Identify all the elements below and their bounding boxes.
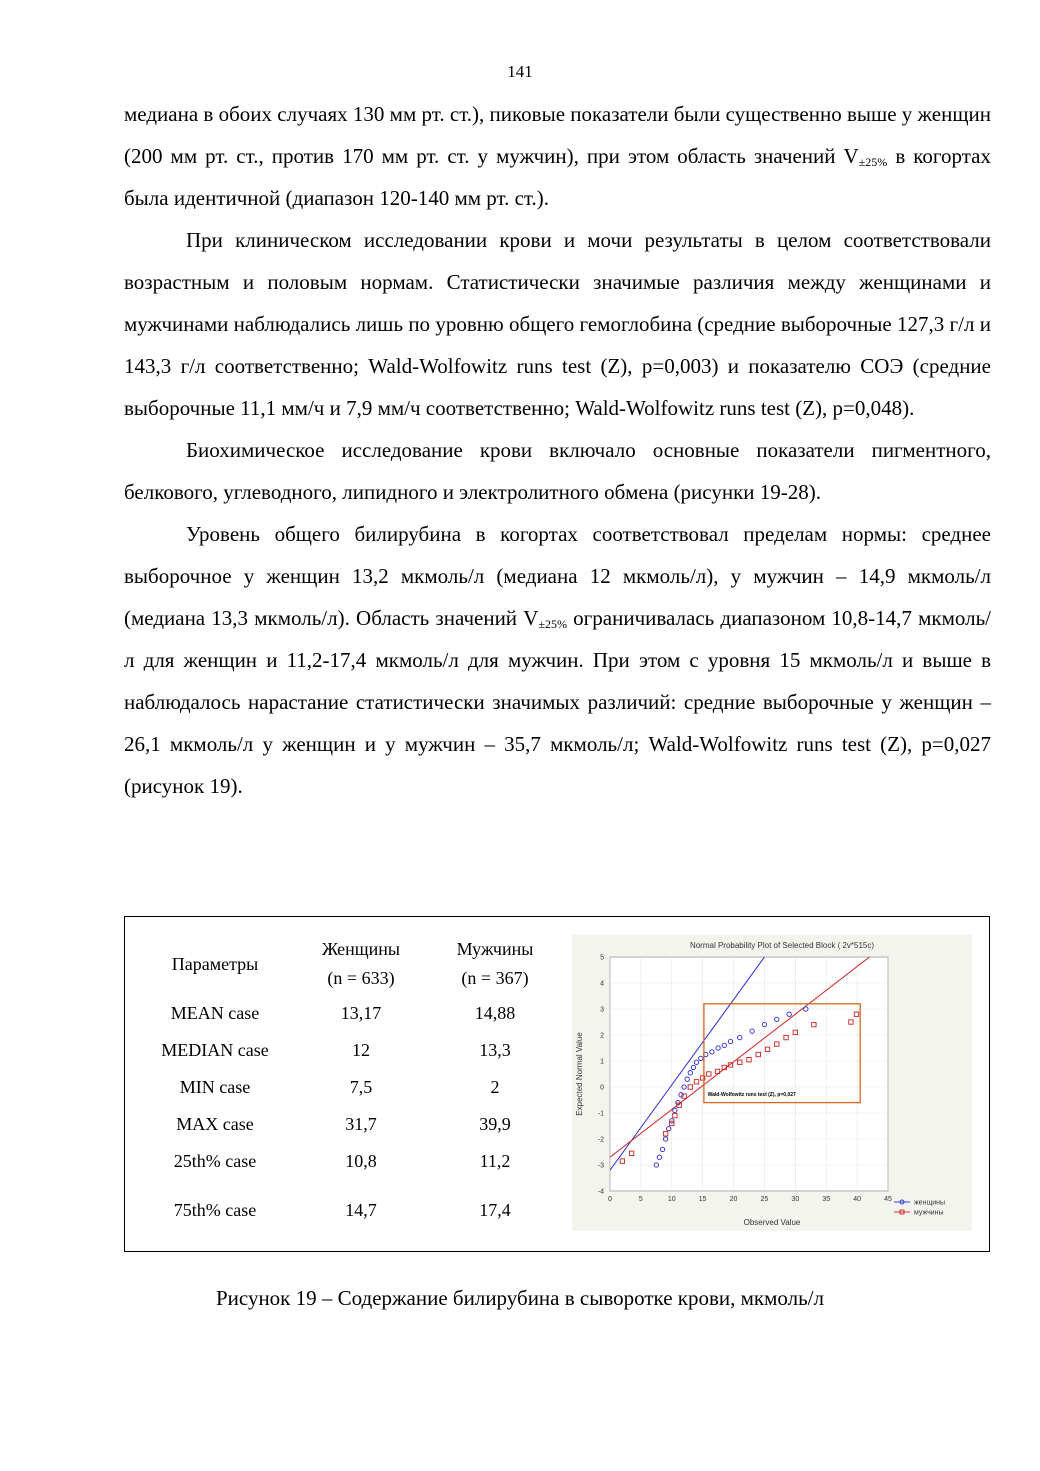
header-parameters: Параметры <box>171 953 259 974</box>
x-tick-label: 40 <box>853 1196 862 1203</box>
row-param: MEDIAN case <box>161 1040 269 1060</box>
chart-title: Normal Probability Plot of Selected Block ( 2v*515c) <box>689 941 875 950</box>
row-param: MIN case <box>179 1077 251 1097</box>
row-women-value: 12 <box>352 1040 370 1060</box>
paragraph-4-subscript: ±25% <box>538 617 567 631</box>
y-tick-label: -2 <box>597 1136 604 1144</box>
header-men-n: (n = 367) <box>461 968 529 988</box>
y-tick-label: -3 <box>597 1162 604 1170</box>
x-tick-label: 45 <box>884 1196 892 1203</box>
header-women <box>289 933 433 995</box>
x-tick-label: 30 <box>791 1196 800 1203</box>
table-row <box>141 1069 557 1106</box>
x-tick-label: 15 <box>698 1196 707 1203</box>
plot-area <box>610 957 888 1191</box>
paragraph-1-subscript: ±25% <box>858 155 888 169</box>
x-axis-label: Observed Value <box>743 1218 801 1227</box>
table-row <box>141 1106 557 1143</box>
table-row <box>141 995 557 1032</box>
paragraph-1-end: в когортах была идентичной (диапазон 120-140 мм рт. ст.). <box>124 144 992 210</box>
normal-probability-plot <box>572 935 972 1231</box>
figure-caption: Рисунок 19 – Содержание билирубина в сыворотке крови, мкмоль/л <box>215 1286 824 1310</box>
row-param: MAX case <box>176 1114 254 1134</box>
paragraph-1 <box>124 93 991 219</box>
table-row <box>141 1032 557 1069</box>
row-param: 75th% case <box>173 1199 257 1220</box>
table-row <box>141 1180 557 1240</box>
row-women-value: 14,7 <box>345 1199 377 1220</box>
header-women-label: Женщины <box>321 939 401 959</box>
y-tick-label: 1 <box>600 1058 604 1066</box>
row-men-value: 13,3 <box>479 1040 511 1060</box>
paragraph-2: При клиническом исследовании крови и мочи результаты в целом соответствовали возрастным и половым нормам. Статистически значимые различия между женщинами и мужчинами наблюдались лишь по уровню общего гемоглобина (средние выборочные 127,3 г/л и 143,3 г/л соответственно; Wald-Wolfowitz runs test (Z), p=0,003) и показателю СОЭ (средние выборочные 11,1 мм/ч и 7,9 мм/ч соответственно; Wald-Wolfowitz runs test (Z), p=0,048). <box>124 228 991 420</box>
body-text <box>124 93 991 807</box>
paragraph-1-text: медиана в обоих случаях 130 мм рт. ст.), пиковые показатели были существенно выше у женщин (200 мм рт. ст., против 170 мм рт. ст. у мужчин), при этом область значений V <box>124 102 991 168</box>
annotation-text: Wald-Wolfowitz runs test (Z), p=0,027 <box>707 1092 796 1099</box>
row-women-value: 13,17 <box>340 1003 382 1023</box>
table-header <box>141 933 557 995</box>
paragraph-4-end: ограничивалась диапазоном 10,8-14,7 мкмоль/л для женщин и 11,2-17,4 мкмоль/л для мужчин. При этом с уровня 15 мкмоль/л и выше в наблюдалось нарастание статистически значимых различий: средние выборочные у женщин – 26,1 мкмоль/л у женщин и у мужчин – 35,7 мкмоль/л; Wald-Wolfowitz runs test (Z), p=0,027 (рисунок 19). <box>124 606 991 798</box>
table-row <box>141 1143 557 1180</box>
y-tick-label: 3 <box>600 1006 604 1014</box>
x-tick-label: 10 <box>667 1196 676 1203</box>
x-tick-label: 5 <box>638 1196 643 1203</box>
row-women-value: 10,8 <box>345 1151 377 1171</box>
y-axis-label: Expected Normal Value <box>575 1032 584 1116</box>
row-women-value: 31,7 <box>345 1114 377 1134</box>
row-param: MEAN case <box>170 1003 260 1023</box>
y-tick-label: 2 <box>600 1032 604 1040</box>
page-number: 141 <box>507 62 533 81</box>
x-tick-label: 0 <box>608 1196 612 1203</box>
y-tick-label: -1 <box>597 1110 604 1118</box>
x-tick-label: 35 <box>822 1196 831 1203</box>
header-men-label: Мужчины <box>456 939 534 959</box>
header-women-n: (n = 633) <box>327 968 395 988</box>
statistics-table <box>141 933 557 1240</box>
x-tick-label: 25 <box>760 1196 769 1203</box>
row-women-value: 7,5 <box>349 1077 373 1097</box>
x-tick-label: 20 <box>729 1196 738 1203</box>
row-men-value: 17,4 <box>479 1199 511 1220</box>
paragraph-4 <box>124 513 991 807</box>
row-men-value: 2 <box>490 1077 500 1097</box>
row-men-value: 14,88 <box>474 1003 516 1023</box>
row-men-value: 39,9 <box>479 1114 511 1134</box>
y-tick-label: 4 <box>600 980 604 988</box>
y-tick-label: 0 <box>600 1084 604 1092</box>
row-param: 25th% case <box>173 1151 257 1171</box>
row-men-value: 11,2 <box>479 1151 511 1171</box>
y-tick-label: 5 <box>600 954 604 962</box>
legend-label: женщины <box>914 1199 946 1207</box>
figure-19 <box>124 916 990 1252</box>
header-men <box>433 933 557 995</box>
paragraph-4-text: Уровень общего билирубина в когортах соответствовал пределам нормы: среднее выборочное у женщин 13,2 мкмоль/л (медиана 12 мкмоль/л), у мужчин – 14,9 мкмоль/л (медиана 13,3 мкмоль/л). Область значений V <box>124 522 991 630</box>
paragraph-3: Биохимическое исследование крови включало основные показатели пигментного, белкового, углеводного, липидного и электролитного обмена (рисунки 19-28). <box>124 438 991 504</box>
y-tick-label: -4 <box>597 1188 604 1196</box>
legend-label: мужчины <box>914 1209 944 1217</box>
